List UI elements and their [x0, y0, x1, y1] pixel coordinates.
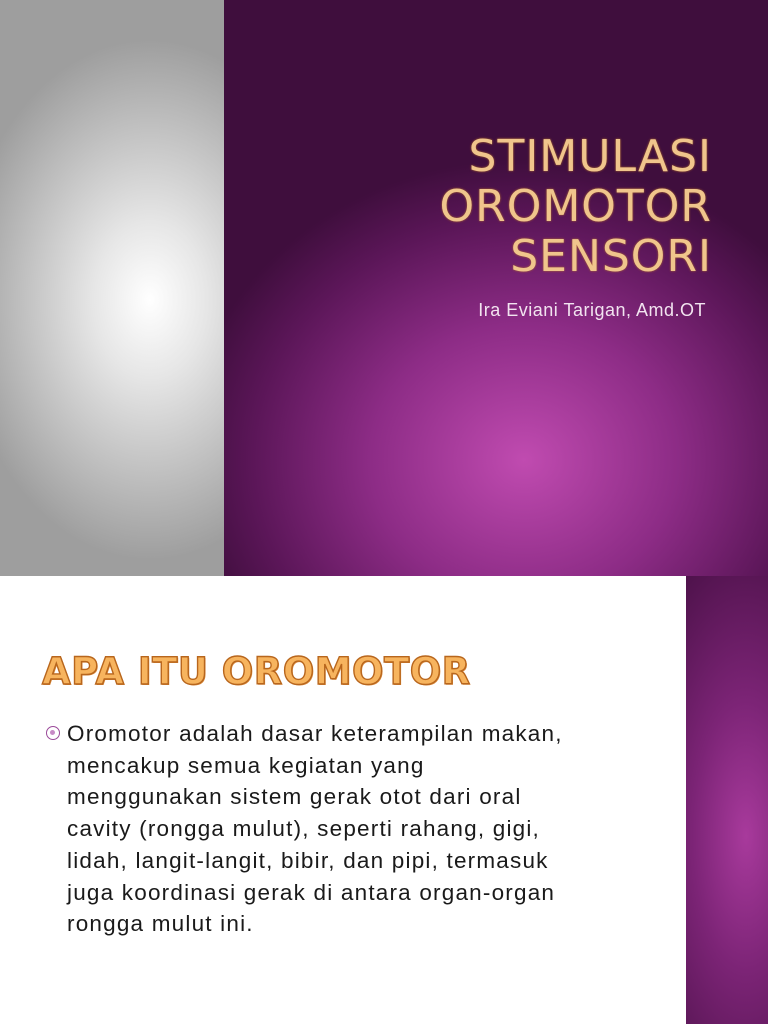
title-line-3: SENSORI — [510, 231, 712, 282]
bullet-line: cavity (rongga mulut), seperti rahang, gigi, — [67, 816, 541, 842]
bullet-line: juga koordinasi gerak di antara organ-organ — [67, 879, 556, 905]
slide-subtitle-author: Ira Eviani Tarigan, Amd.OT — [478, 300, 706, 320]
title-line-2: OROMOTOR — [439, 181, 712, 232]
circle-dot-bullet-icon — [46, 726, 60, 740]
bullet-line: rongga mulut ini. — [67, 911, 254, 937]
bullet-list — [46, 718, 676, 940]
bullet-line: mencakup semua kegiatan yang — [67, 752, 425, 778]
bullet-line: Oromotor adalah dasar keterampilan makan, — [67, 721, 563, 746]
bullet-line: lidah, langit-langit, bibir, dan pipi, termasuk — [67, 847, 549, 873]
bullet-line: menggunakan sistem gerak otot dari oral — [67, 784, 522, 810]
purple-side-strip — [686, 576, 768, 1024]
gray-side-panel — [0, 0, 224, 576]
content-slide — [0, 576, 768, 1024]
purple-background-panel — [224, 0, 768, 576]
bullet-text — [67, 718, 676, 940]
list-item — [46, 718, 676, 940]
slide-title — [280, 132, 712, 282]
content-heading: APA ITU OROMOTOR — [42, 650, 471, 693]
title-line-1: STIMULASI — [468, 131, 712, 182]
